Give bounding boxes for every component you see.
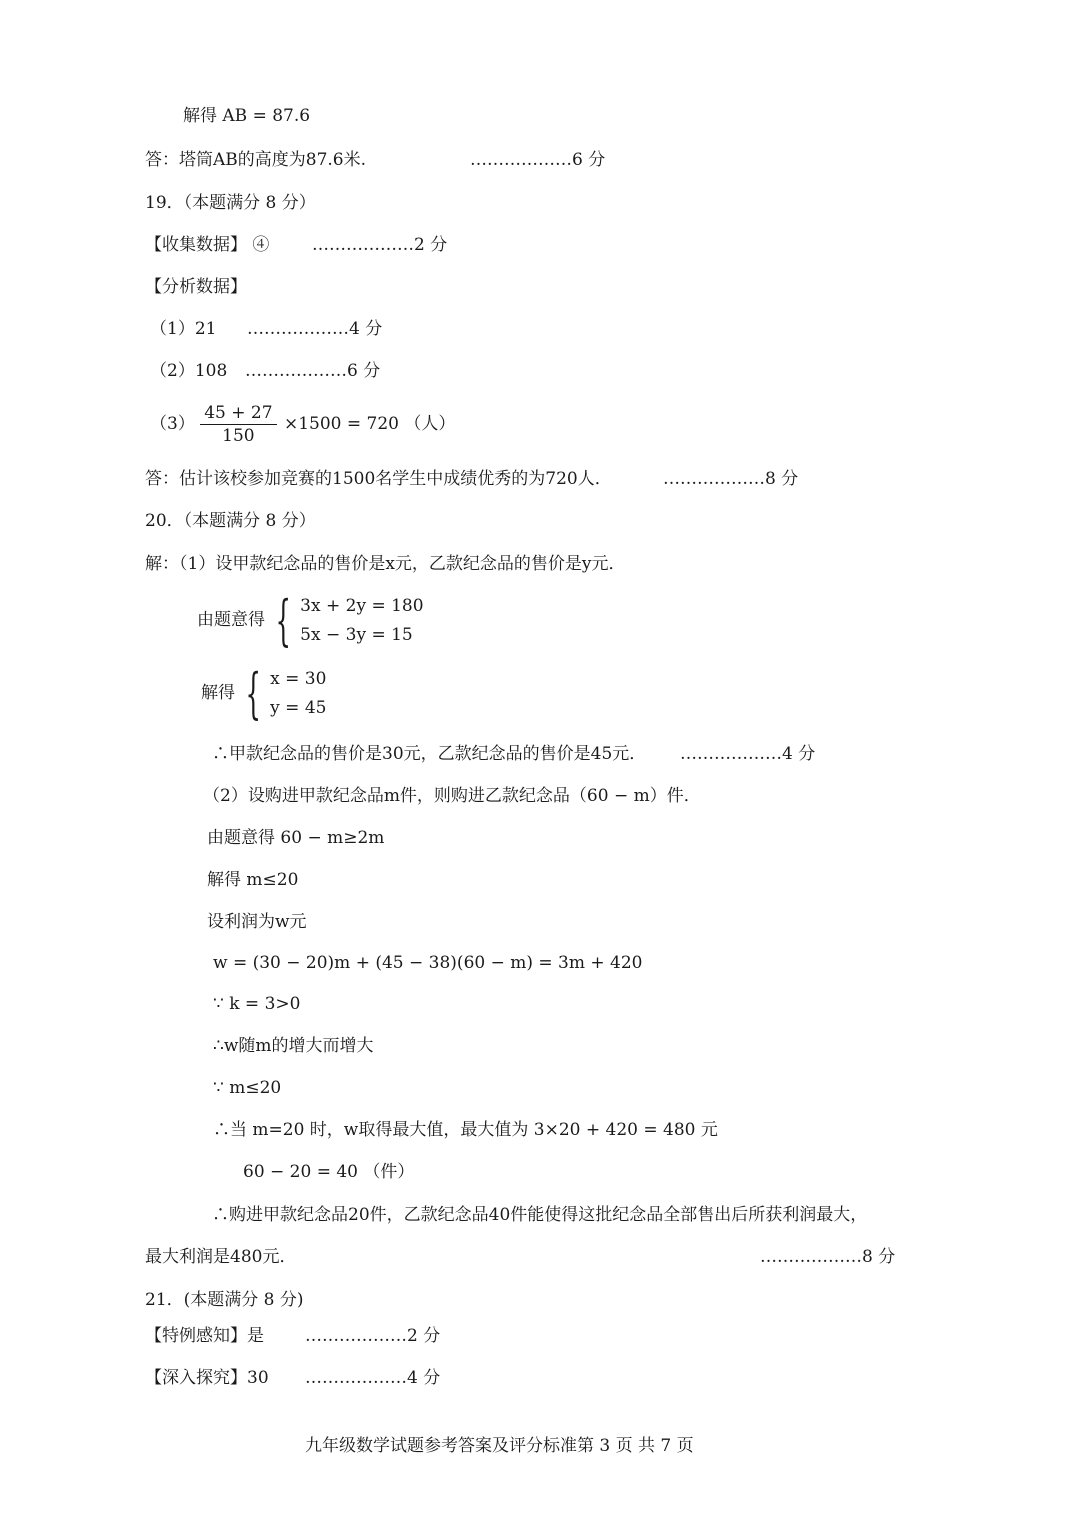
fraction-numerator: 45 + 27 — [200, 402, 276, 425]
answer-19-3 — [150, 400, 455, 448]
answer-19-conclusion: 答：估计该校参加竞赛的1500名学生中成绩优秀的为720人． — [145, 469, 612, 489]
question-20-setup: 解：（1）设甲款纪念品的售价是x元，乙款纪念品的售价是y元． — [145, 554, 626, 574]
analyze-data-label: 【分析数据】 — [145, 277, 247, 297]
part-2-calc: 60 − 20 = 40 （件） — [243, 1162, 415, 1182]
answer-19-1: （1）21 — [150, 319, 217, 339]
score-20-1: ………………4 分 — [680, 744, 816, 764]
solution-label: 解得 — [201, 683, 235, 703]
collect-data-score: ………………2 分 — [312, 235, 448, 255]
part-2-inequality: 由题意得 60 − m≥2m — [207, 828, 385, 848]
question-19-title: 19．（本题满分 8 分） — [145, 193, 316, 213]
answer-19-2: （2）108 — [150, 361, 228, 381]
fraction-denominator: 150 — [222, 426, 255, 446]
part-2-conclusion-cont: 最大利润是480元． — [145, 1247, 297, 1267]
part-2-increasing: ∴w随m的增大而增大 — [213, 1036, 374, 1056]
part-2-max-value: ∴当 m=20 时，w取得最大值，最大值为 3×20 + 420 = 480 元 — [213, 1120, 718, 1140]
solution-y: y = 45 — [270, 697, 327, 718]
score-21-2: ………………4 分 — [305, 1368, 441, 1388]
deep-explore-answer: 【深入探究】30 — [145, 1368, 269, 1388]
page-footer: 九年级数学试题参考答案及评分标准第 3 页 共 7 页 — [305, 1436, 694, 1456]
part-2-profit-def: 设利润为w元 — [207, 912, 307, 932]
answer-19-3-rest: ×1500 = 720 （人） — [283, 414, 456, 434]
answer-19-3-prefix: （3） — [150, 414, 195, 434]
conclusion-part-1: ∴甲款纪念品的售价是30元，乙款纪念品的售价是45元． — [212, 744, 647, 764]
score-19-1: ………………4 分 — [247, 319, 383, 339]
equation-list — [300, 592, 423, 650]
part-2-profit-formula: w = (30 − 20)m + (45 − 38)(60 − m) = 3m + 420 — [213, 953, 643, 973]
question-20-title: 20．（本题满分 8 分） — [145, 511, 316, 531]
part-2-conclusion: ∴购进甲款纪念品20件，乙款纪念品40件能使得这批纪念品全部售出后所获利润最大， — [212, 1205, 868, 1225]
equation-1: 3x + 2y = 180 — [300, 595, 424, 616]
score-21-1: ………………2 分 — [305, 1326, 441, 1346]
score-19-2: ………………6 分 — [245, 361, 381, 381]
score-20-2: ………………8 分 — [760, 1247, 896, 1267]
fraction — [200, 402, 276, 447]
solution-x: x = 30 — [270, 668, 327, 689]
left-brace: { — [275, 588, 292, 652]
solution-system — [201, 663, 326, 723]
question-21-title: 21．(本题满分 8 分) — [145, 1290, 304, 1310]
answer-tower-height: 答：塔筒AB的高度为87.6米. — [145, 150, 367, 170]
part-2-setup: （2）设购进甲款纪念品m件，则购进乙款纪念品（60 − m）件． — [203, 786, 701, 806]
part-2-m-bound: ∵ m≤20 — [213, 1078, 282, 1098]
part-2-slope: ∵ k = 3>0 — [213, 994, 301, 1014]
collect-data-label: 【收集数据】 ④ — [145, 235, 270, 255]
special-case-answer: 【特例感知】是 — [145, 1326, 264, 1346]
equation-2: 5x − 3y = 15 — [300, 624, 413, 645]
equation-label: 由题意得 — [197, 610, 265, 630]
solve-ab-line: 解得 AB = 87.6 — [183, 106, 311, 126]
score-6: ………………6 分 — [470, 150, 606, 170]
left-brace: { — [245, 661, 262, 725]
score-19-3: ………………8 分 — [663, 469, 799, 489]
equation-system — [197, 590, 424, 650]
part-2-solution: 解得 m≤20 — [207, 870, 299, 890]
solution-list — [270, 665, 326, 723]
